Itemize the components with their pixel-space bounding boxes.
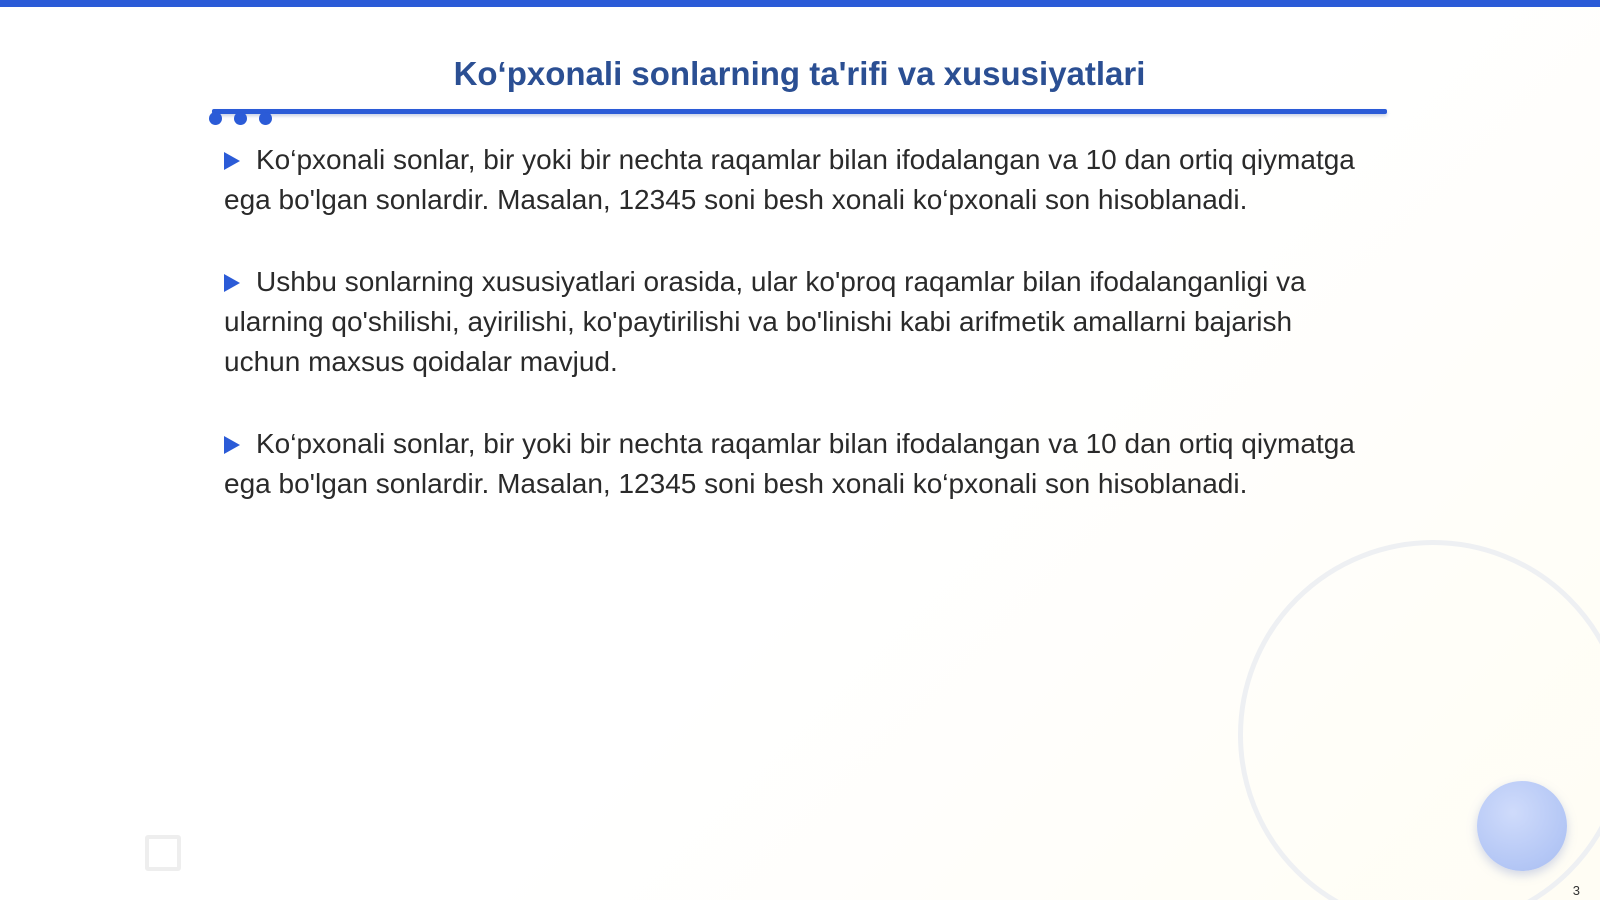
bullet-text: Ushbu sonlarning xususiyatlari orasida, ular ko'proq raqamlar bilan ifodalanganligi va ularning qo'shilishi, ayirilishi, ko'paytirilishi va bo'linishi kabi arifmetik amallarni bajarish uchun maxsus qoidalar mavjud. — [224, 266, 1306, 377]
slide-title: Ko‘pxonali sonlarning ta'rifi va xususiyatlari — [453, 55, 1146, 92]
bullet-item — [224, 140, 1369, 220]
decorative-dot — [259, 112, 272, 125]
page-number: 3 — [1572, 883, 1580, 898]
decorative-square — [145, 835, 181, 871]
top-accent-bar — [0, 0, 1600, 7]
title-underline — [212, 109, 1387, 114]
bullet-arrow-icon — [224, 152, 240, 170]
bullet-item — [224, 262, 1369, 382]
bullet-arrow-icon — [224, 436, 240, 454]
bullet-list — [224, 140, 1369, 546]
bullet-text: Ko‘pxonali sonlar, bir yoki bir nechta raqamlar bilan ifodalangan va 10 dan ortiq qiymatga ega bo'lgan sonlardir. Masalan, 12345 soni besh xonali ko‘pxonali son hisoblanadi. — [224, 144, 1355, 215]
bullet-item — [224, 424, 1369, 504]
decorative-circle — [1477, 781, 1567, 871]
decorative-dot — [234, 112, 247, 125]
bullet-arrow-icon — [224, 274, 240, 292]
decorative-dot — [209, 112, 222, 125]
bullet-text: Ko‘pxonali sonlar, bir yoki bir nechta raqamlar bilan ifodalangan va 10 dan ortiq qiymatga ega bo'lgan sonlardir. Masalan, 12345 soni besh xonali ko‘pxonali son hisoblanadi. — [224, 428, 1355, 499]
